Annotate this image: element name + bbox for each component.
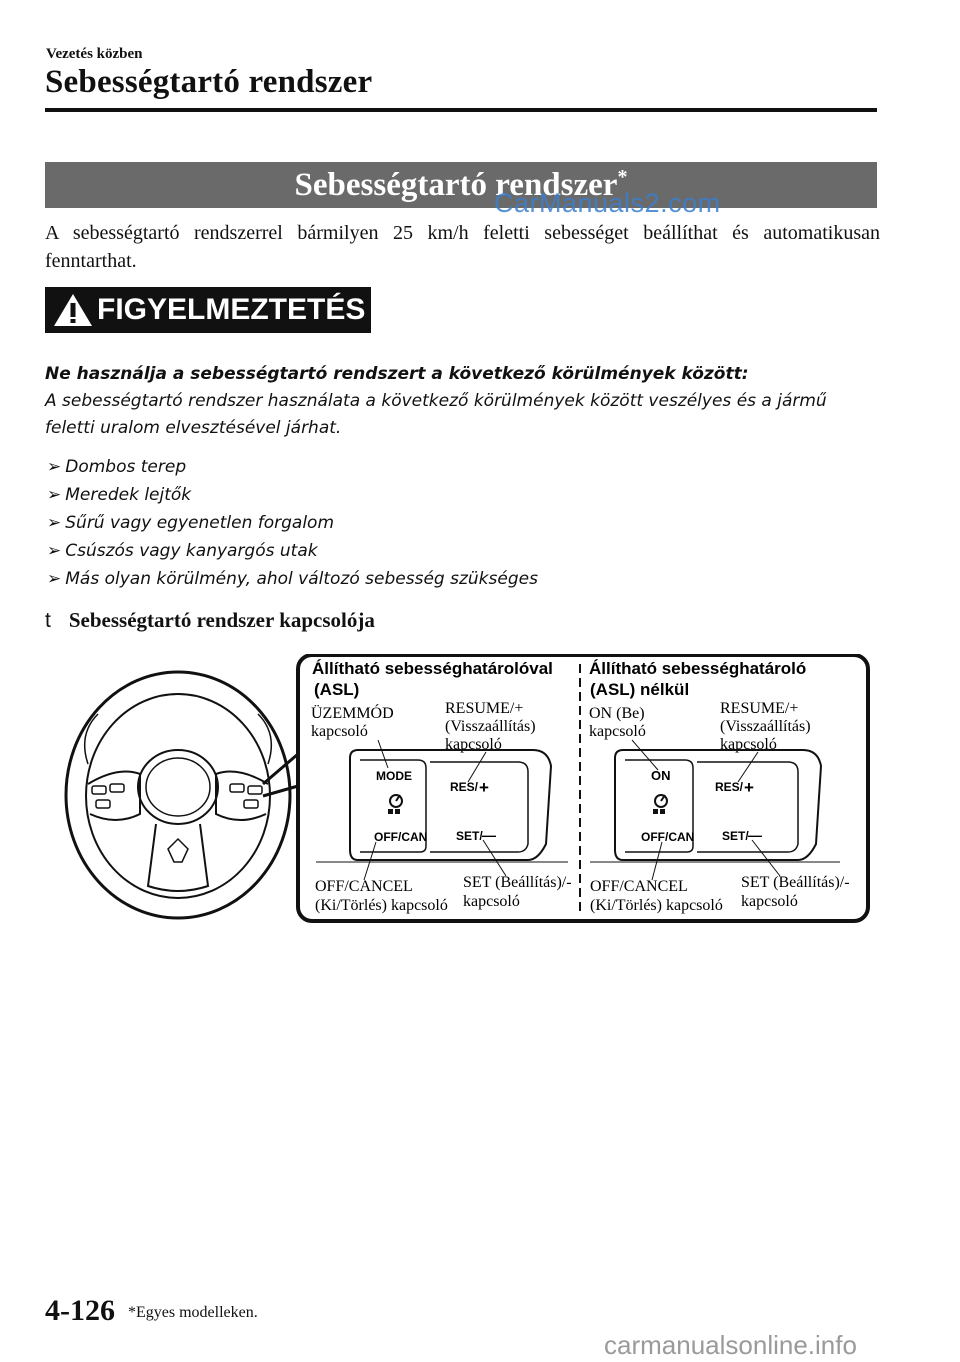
section-title: Sebességtartó rendszer xyxy=(45,64,373,100)
steering-wheel-illustration xyxy=(66,672,298,918)
switch-figure xyxy=(58,654,873,929)
right-resume-label-1: RESUME/+ xyxy=(720,700,799,717)
page-number: 4-126 xyxy=(45,1294,115,1327)
arrow-bullet-icon: ➢ xyxy=(47,541,62,561)
right-on-label-2: kapcsoló xyxy=(589,723,646,740)
right-off-label-1: OFF/CANCEL xyxy=(590,878,688,895)
header-rule xyxy=(45,108,877,112)
list-item xyxy=(47,453,538,481)
left-mode-label-2: kapcsoló xyxy=(311,723,368,740)
arrow-bullet-icon: ➢ xyxy=(47,457,62,477)
warning-body: A sebességtartó rendszer használata a következő körülmények között veszélyes és a jármű feletti uralom elvesztésével járhat. xyxy=(45,391,827,438)
left-resume-label-1: RESUME/+ xyxy=(445,700,524,717)
intro-paragraph: A sebességtartó rendszerrel bármilyen 25 km/h feletti sebességet beállíthat és automatikusan fenntarthat. xyxy=(45,222,880,272)
list-item xyxy=(47,565,538,593)
right-set-label-1: SET (Beállítás)/- xyxy=(741,874,850,891)
right-resume-label-2: (Visszaállítás) xyxy=(720,718,811,735)
warning-heading: Ne használja a sebességtartó rendszert a következő körülmények között: xyxy=(45,364,749,384)
chapter-title: Vezetés közben xyxy=(46,46,143,62)
list-item-text: Meredek lejtők xyxy=(65,485,192,505)
left-off-label-1: OFF/CANCEL xyxy=(315,878,413,895)
subsection-heading xyxy=(45,608,375,633)
left-mode-label-1: ÜZEMMÓD xyxy=(311,705,394,722)
right-res-plus-icon: + xyxy=(744,778,754,797)
right-button-top: ON xyxy=(651,768,671,783)
left-set-minus-icon: — xyxy=(482,827,496,843)
right-title-line1: Állítható sebességhatároló xyxy=(589,659,807,678)
left-button-off: OFF/CAN xyxy=(374,830,428,844)
list-item xyxy=(47,509,538,537)
left-button-top: MODE xyxy=(376,769,412,783)
topic-banner xyxy=(45,162,877,208)
list-item xyxy=(47,481,538,509)
right-on-label-1: ON (Be) xyxy=(589,705,645,722)
right-set-label-2: kapcsoló xyxy=(741,893,798,910)
arrow-bullet-icon: ➢ xyxy=(47,569,62,589)
left-set-label-1: SET (Beállítás)/- xyxy=(463,874,572,891)
warning-list xyxy=(47,453,538,593)
banner-title: Sebességtartó rendszer xyxy=(294,167,618,203)
right-off-label-2: (Ki/Törlés) kapcsoló xyxy=(590,897,723,914)
list-item-text: Csúszós vagy kanyargós utak xyxy=(65,541,318,561)
left-resume-label-3: kapcsoló xyxy=(445,736,502,753)
left-title-line1: Állítható sebességhatárolóval xyxy=(312,659,553,678)
right-button-set: SET/ xyxy=(722,829,749,843)
right-button-res: RES/ xyxy=(715,780,744,794)
list-item xyxy=(47,537,538,565)
left-set-label-2: kapcsoló xyxy=(463,893,520,910)
warning-label: FIGYELMEZTETÉS xyxy=(97,293,366,326)
left-res-plus-icon: + xyxy=(479,778,489,797)
subsection-marker: t xyxy=(45,609,51,632)
subsection-title: Sebességtartó rendszer kapcsolója xyxy=(68,608,375,632)
right-set-minus-icon: — xyxy=(748,827,762,843)
left-button-res: RES/ xyxy=(450,780,479,794)
arrow-bullet-icon: ➢ xyxy=(47,485,62,505)
banner-asterisk: * xyxy=(617,166,628,188)
left-title-line2: (ASL) xyxy=(314,680,360,699)
watermark: CarManuals2.com xyxy=(494,188,721,218)
right-resume-label-3: kapcsoló xyxy=(720,736,777,753)
warning-triangle-icon xyxy=(53,293,93,327)
right-button-off: OFF/CAN xyxy=(641,830,695,844)
left-button-set: SET/ xyxy=(456,829,483,843)
site-watermark: carmanualsonline.info xyxy=(604,1330,857,1360)
list-item-text: Más olyan körülmény, ahol változó sebesség szükséges xyxy=(65,569,538,589)
warning-box xyxy=(45,287,371,333)
arrow-bullet-icon: ➢ xyxy=(47,513,62,533)
list-item-text: Dombos terep xyxy=(65,457,187,477)
left-resume-label-2: (Visszaállítás) xyxy=(445,718,536,735)
right-title-line2: (ASL) nélkül xyxy=(590,680,690,699)
left-off-label-2: (Ki/Törlés) kapcsoló xyxy=(315,897,448,914)
list-item-text: Sűrű vagy egyenetlen forgalom xyxy=(65,513,335,533)
footnote: *Egyes modelleken. xyxy=(128,1304,258,1321)
